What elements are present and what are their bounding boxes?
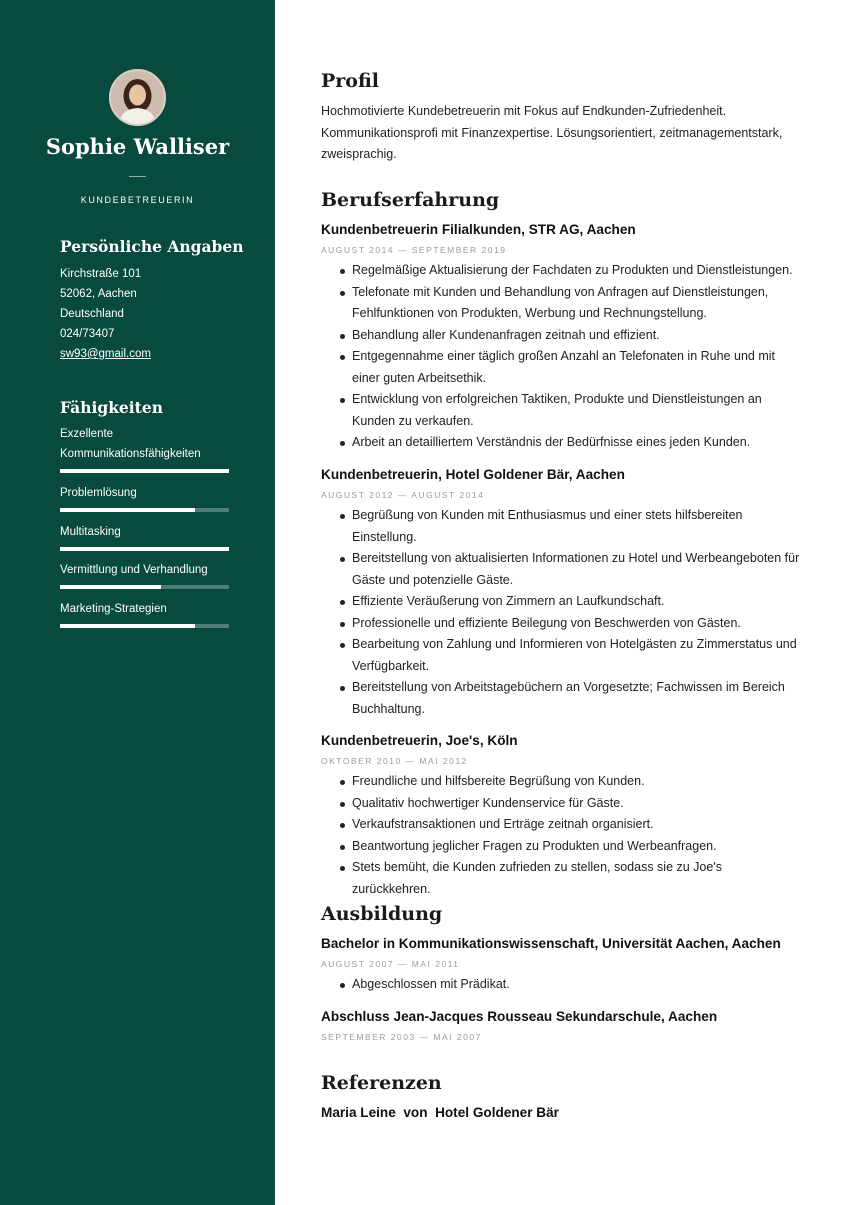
job-dates: AUGUST 2012 — AUGUST 2014: [321, 490, 485, 500]
candidate-name: Sophie Walliser: [45, 134, 230, 159]
list-item: Freundliche und hilfsbereite Begrüßung von Kunden.: [321, 771, 801, 793]
education-title: Bachelor in Kommunikationswissenschaft, Universität Aachen, Aachen: [321, 936, 781, 951]
list-item: Verkaufstransaktionen und Erträge zeitnah organisiert.: [321, 814, 801, 836]
list-item: Professionelle und effiziente Beilegung von Beschwerden von Gästen.: [321, 613, 801, 635]
person-photo-icon: [111, 71, 164, 124]
address-country: Deutschland: [60, 308, 124, 320]
skill-bar: [60, 469, 229, 473]
list-item: Arbeit an detailliertem Verständnis der Bedürfnisse eines jeden Kunden.: [321, 432, 801, 454]
avatar: [109, 69, 166, 126]
job-title: Kundenbetreuerin Filialkunden, STR AG, Aachen: [321, 222, 636, 237]
skill-label: Exzellente Kommunikationsfähigkeiten: [60, 428, 201, 460]
skill-bar: [60, 585, 229, 589]
skill-bar: [60, 624, 229, 628]
education-bullets: [321, 974, 801, 996]
divider: [129, 176, 146, 177]
education-heading: Ausbildung: [321, 903, 443, 925]
skill-bar-fill: [60, 469, 229, 473]
list-item: Entgegennahme einer täglich großen Anzahl an Telefonaten in Ruhe und mit einer guten Arbeitsethik.: [321, 346, 801, 389]
job-bullets: [321, 260, 801, 454]
list-item: Qualitativ hochwertiger Kundenservice für Gäste.: [321, 793, 801, 815]
list-item: Bearbeitung von Zahlung und Informieren von Hotelgästen zu Zimmerstatus und Verfügbarkeit.: [321, 634, 801, 677]
profile-text: Hochmotivierte Kundebetreuerin mit Fokus auf Endkunden-Zufriedenheit. Kommunikationsprofi mit Finanzexpertise. Lösungsorientiert, zeitmanagementstark, zweisprachig.: [321, 104, 783, 161]
list-item: Entwicklung von erfolgreichen Taktiken, Produkte und Dienstleistungen an Kunden zu verkaufen.: [321, 389, 801, 432]
skill-bar-fill: [60, 547, 229, 551]
skill-bar-fill: [60, 624, 195, 628]
reference-item: Maria Leine von Hotel Goldener Bär: [321, 1105, 559, 1120]
job-role: KUNDEBETREUERIN: [80, 195, 195, 205]
list-item: Beantwortung jeglicher Fragen zu Produkten und Werbeanfragen.: [321, 836, 801, 858]
education-dates: SEPTEMBER 2003 — MAI 2007: [321, 1032, 482, 1042]
skill-label: Vermittlung und Verhandlung: [60, 564, 208, 576]
job-bullets: [321, 505, 801, 720]
list-item: Abgeschlossen mit Prädikat.: [321, 974, 801, 996]
skill-label: Problemlösung: [60, 487, 137, 499]
job-bullets: [321, 771, 801, 900]
job-dates: AUGUST 2014 — SEPTEMBER 2019: [321, 245, 507, 255]
job-title: Kundenbetreuerin, Joe's, Köln: [321, 733, 518, 748]
skill-bar-fill: [60, 585, 161, 589]
skill-label: Multitasking: [60, 526, 121, 538]
list-item: Telefonate mit Kunden und Behandlung von Anfragen auf Dienstleistungen, Fehlfunktionen von Produkten, Werbung und Rechnungstellung.: [321, 282, 801, 325]
education-dates: AUGUST 2007 — MAI 2011: [321, 959, 460, 969]
job-dates: OKTOBER 2010 — MAI 2012: [321, 756, 468, 766]
skill-label: Marketing-Strategien: [60, 603, 167, 615]
list-item: Bereitstellung von Arbeitstagebüchern an Vorgesetzte; Fachwissen im Bereich Buchhaltung.: [321, 677, 801, 720]
personal-heading: Persönliche Angaben: [60, 237, 244, 256]
skills-heading: Fähigkeiten: [60, 398, 163, 417]
job-title: Kundenbetreuerin, Hotel Goldener Bär, Aachen: [321, 467, 625, 482]
list-item: Bereitstellung von aktualisierten Informationen zu Hotel und Werbeangeboten für Gäste und potenzielle Gäste.: [321, 548, 801, 591]
sidebar: [0, 0, 275, 1205]
skill-bar-fill: [60, 508, 195, 512]
list-item: Regelmäßige Aktualisierung der Fachdaten zu Produkten und Dienstleistungen.: [321, 260, 801, 282]
profile-heading: Profil: [321, 70, 380, 92]
phone-number: 024/73407: [60, 328, 115, 340]
references-heading: Referenzen: [321, 1072, 442, 1094]
email-link[interactable]: sw93@gmail.com: [60, 348, 151, 360]
list-item: Begrüßung von Kunden mit Enthusiasmus und einer stets hilfsbereiten Einstellung.: [321, 505, 801, 548]
skill-bar: [60, 508, 229, 512]
skill-bar: [60, 547, 229, 551]
list-item: Stets bemüht, die Kunden zufrieden zu stellen, sodass sie zu Joe's zurückkehren.: [321, 857, 801, 900]
education-title: Abschluss Jean-Jacques Rousseau Sekundarschule, Aachen: [321, 1009, 718, 1024]
experience-heading: Berufserfahrung: [321, 189, 500, 211]
address-city: 52062, Aachen: [60, 288, 137, 300]
address-street: Kirchstraße 101: [60, 268, 142, 280]
list-item: Behandlung aller Kundenanfragen zeitnah und effizient.: [321, 325, 801, 347]
list-item: Effiziente Veräußerung von Zimmern an Laufkundschaft.: [321, 591, 801, 613]
